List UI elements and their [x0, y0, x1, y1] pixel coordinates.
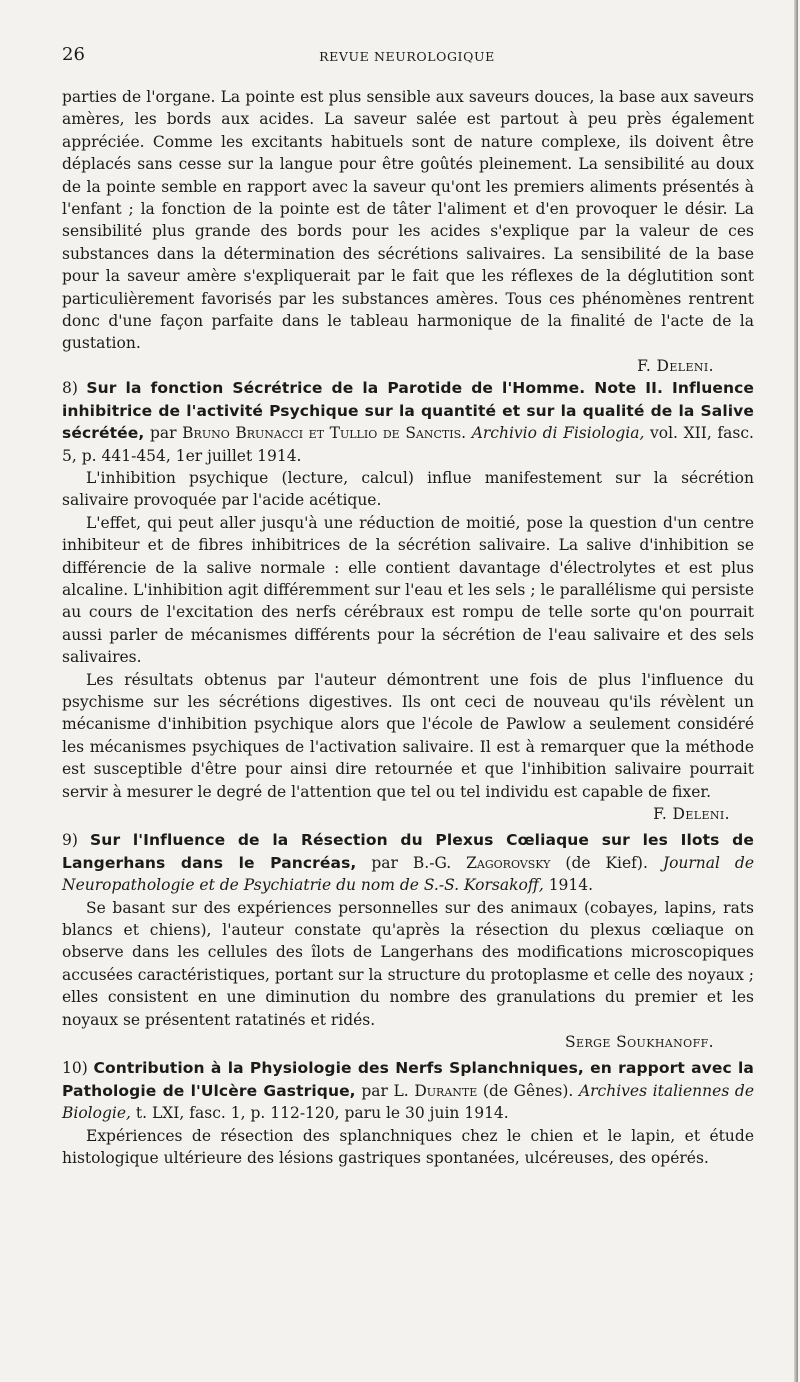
page-header — [62, 44, 752, 70]
entry-by: par — [361, 1081, 388, 1100]
entry-by: par — [149, 424, 177, 443]
entry-reference: 1914. — [548, 876, 594, 895]
paragraph: Se basant sur des expériences personnelles sur des animaux (cobayes, lapins, rats blancs et chiens), l'auteur constate qu'après la résection du plexus cœliaque on observe dans les cellules des îlots de Langerhans des modifications microscopiques accusées caractéristiques, portant sur la structure du protoplasme et celle des noyaux ; elles consistent en une diminution du nombre des granulations du premier et les noyaux se présentent ratatinés et ridés. — [62, 898, 754, 1029]
abstract-heading — [62, 829, 754, 896]
article-body — [62, 86, 754, 1170]
entry-journal: Journal de Neuropathologie et de Psychiatrie du nom de S.-S. Korsakoff, — [62, 853, 755, 895]
entry-number: 9) — [62, 831, 78, 850]
paragraph: L'effet, qui peut aller jusqu'à une réduction de moitié, pose la question d'un centre inhibiteur et de fibres inhibitrices de la sécrétion salivaire. La salive d'inhibition se différencie de la salive normale : elle contient davantage d'électrolytes et est plus alcaline. L'inhibition agit différemment sur l'eau et les sels ; le parallélisme qui persiste au cours de l'excitation des nerfs cérébraux est rompu de telle sorte qu'on pourrait aussi parler de mécanismes différents pour la sécrétion de l'eau salivaire et des sels salivaires. — [62, 513, 754, 667]
entry-authors: L. Durante — [393, 1081, 478, 1100]
continuation-paragraph: parties de l'organe. La pointe est plus sensible aux saveurs douces, la base aux saveurs amères, les bords aux acides. La saveur salée est partout à peu près également appréciée. Comme les excitants habituels sont de nature complexe, ils doivent être déplacés sans cesse sur la langue pour être goûtés pleinement. La sensibilité au doux de la pointe semble en rapport avec la saveur qu'ont les premiers aliments présentés à l'enfant ; la fonction de la pointe est de tâter l'aliment et d'en provoquer le désir. La sensibilité plus grande des bords pour les acides s'explique par la valeur de ces substances dans la détermination des sécrétions salivaires. La sensibilité de la base pour la saveur amère s'expliquerait par le fait que les réflexes de la déglutition sont particulièrement favorisés par les substances amères. Tous ces phénomènes rentrent donc d'une façon parfaite dans le tableau harmonique de la finalité de l'acte de la gustation. — [62, 88, 754, 353]
entry-reference: vol. XII, fasc. 5, p. 441-454, 1er juillet 1914. — [62, 424, 754, 465]
abstract-heading — [62, 377, 754, 467]
entry-by: par — [371, 853, 398, 872]
abstract-heading — [62, 1057, 754, 1124]
entry-affiliation: (de Kief). — [565, 853, 648, 872]
paragraph-text: Les résultats obtenus par l'auteur démontrent une fois de plus l'influence du psychisme sur les sécrétions digestives. Ils ont ceci de nouveau qu'ils révèlent un mécanisme d'inhibition psychique alors que l'école de Pawlow a seulement considéré les mécanismes psychiques de l'activation salivaire. Il est à remarquer que la méthode est susceptible d'être pour ainsi dire retournée et que l'inhibition salivaire pourrait servir à mesurer le degré de l'attention que tel ou tel individu est capable de fixer. — [62, 670, 754, 801]
paragraph — [62, 669, 754, 823]
page-number: 26 — [62, 44, 85, 65]
entry-title: Sur la fonction Sécrétrice de la Parotide de l'Homme. Note II. Influence inhibitrice de l'activité Psychique sur la quantité et sur la qualité de la Salive sécrétée, — [62, 379, 755, 443]
entry-journal: Archives italiennes de Biologie, — [62, 1081, 754, 1123]
running-head: REVUE NEUROLOGIQUE — [319, 49, 495, 64]
paragraph: L'inhibition psychique (lecture, calcul) influe manifestement sur la sécrétion salivaire provoquée par l'acide acétique. — [62, 468, 754, 510]
entry-authors: B.-G. Zagorovsky — [412, 853, 551, 872]
signature: F. Deleni. — [637, 356, 714, 375]
paragraph: Expériences de résection des splanchniques chez le chien et le lapin, et étude histologique ultérieure des lésions gastriques spontanées, ulcéreuses, des opérés. — [62, 1126, 754, 1168]
entry-journal: Archivio di Fisiologia, — [471, 424, 645, 443]
entry-title: Sur l'Influence de la Résection du Plexus Cœliaque sur les Ilots de Langerhans dans le Pancréas, — [62, 831, 754, 872]
entry-number: 8) — [62, 379, 78, 398]
signature: Serge Soukhanoff. — [565, 1033, 714, 1052]
entry-title: Contribution à la Physiologie des Nerfs Splanchniques, en rapport avec la Pathologie de l'Ulcère Gastrique, — [62, 1059, 754, 1100]
page-edge — [794, 0, 798, 1382]
entry-reference: t. LXI, fasc. 1, p. 112-120, paru le 30 juin 1914. — [135, 1104, 509, 1123]
entry-affiliation: (de Gênes). — [482, 1081, 574, 1100]
signature: F. Deleni. — [653, 805, 730, 823]
entry-number: 10) — [62, 1059, 88, 1078]
entry-authors: Bruno Brunacci et Tullio de Sanctis. — [182, 424, 467, 443]
